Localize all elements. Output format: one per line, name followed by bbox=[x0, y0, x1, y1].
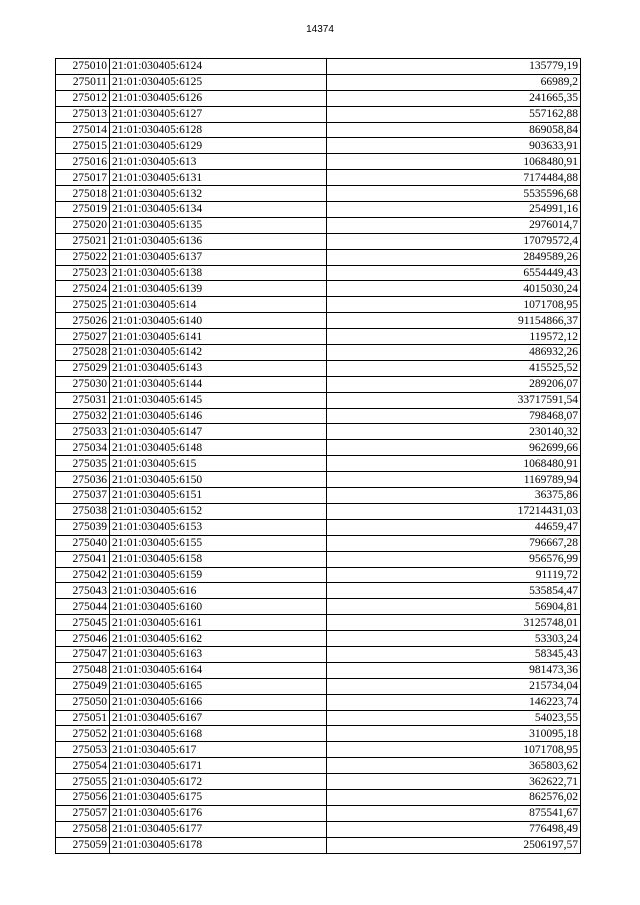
cadastral-value-cell: 956576,99 bbox=[327, 551, 581, 567]
cadastral-number-cell: 21:01:030405:6125 bbox=[110, 74, 327, 90]
table-row bbox=[56, 170, 581, 186]
row-number-cell: 275059 bbox=[56, 837, 110, 853]
cadastral-number-cell: 21:01:030405:6150 bbox=[110, 472, 327, 488]
row-number-cell: 275023 bbox=[56, 265, 110, 281]
table-row bbox=[56, 313, 581, 329]
row-number-cell: 275020 bbox=[56, 217, 110, 233]
cadastral-value-cell: 1169789,94 bbox=[327, 472, 581, 488]
cadastral-value-cell: 310095,18 bbox=[327, 726, 581, 742]
table-body bbox=[56, 59, 581, 854]
cadastral-value-cell: 2976014,7 bbox=[327, 217, 581, 233]
cadastral-number-cell: 21:01:030405:6153 bbox=[110, 519, 327, 535]
table-row bbox=[56, 74, 581, 90]
cadastral-number-cell: 21:01:030405:6143 bbox=[110, 360, 327, 376]
table-row bbox=[56, 440, 581, 456]
cadastral-number-cell: 21:01:030405:6147 bbox=[110, 424, 327, 440]
table-row bbox=[56, 281, 581, 297]
table-row bbox=[56, 472, 581, 488]
cadastral-number-cell: 21:01:030405:614 bbox=[110, 297, 327, 313]
row-number-cell: 275021 bbox=[56, 233, 110, 249]
table-row bbox=[56, 456, 581, 472]
cadastral-number-cell: 21:01:030405:6124 bbox=[110, 59, 327, 75]
row-number-cell: 275029 bbox=[56, 360, 110, 376]
row-number-cell: 275048 bbox=[56, 662, 110, 678]
cadastral-number-cell: 21:01:030405:6152 bbox=[110, 503, 327, 519]
cadastral-number-cell: 21:01:030405:6135 bbox=[110, 217, 327, 233]
table-row bbox=[56, 726, 581, 742]
row-number-cell: 275015 bbox=[56, 138, 110, 154]
row-number-cell: 275042 bbox=[56, 567, 110, 583]
row-number-cell: 275022 bbox=[56, 249, 110, 265]
row-number-cell: 275046 bbox=[56, 631, 110, 647]
cadastral-number-cell: 21:01:030405:6129 bbox=[110, 138, 327, 154]
cadastral-value-cell: 230140,32 bbox=[327, 424, 581, 440]
table-row bbox=[56, 774, 581, 790]
row-number-cell: 275043 bbox=[56, 583, 110, 599]
table-row bbox=[56, 710, 581, 726]
row-number-cell: 275055 bbox=[56, 774, 110, 790]
row-number-cell: 275026 bbox=[56, 313, 110, 329]
table-row bbox=[56, 837, 581, 853]
cadastral-number-cell: 21:01:030405:6136 bbox=[110, 233, 327, 249]
cadastral-number-cell: 21:01:030405:615 bbox=[110, 456, 327, 472]
table-row bbox=[56, 821, 581, 837]
table-row bbox=[56, 424, 581, 440]
row-number-cell: 275038 bbox=[56, 503, 110, 519]
row-number-cell: 275016 bbox=[56, 154, 110, 170]
cadastral-number-cell: 21:01:030405:6178 bbox=[110, 837, 327, 853]
cadastral-number-cell: 21:01:030405:6137 bbox=[110, 249, 327, 265]
table-row bbox=[56, 90, 581, 106]
cadastral-value-table bbox=[55, 58, 581, 854]
table-row bbox=[56, 758, 581, 774]
cadastral-value-cell: 6554449,43 bbox=[327, 265, 581, 281]
cadastral-value-cell: 135779,19 bbox=[327, 59, 581, 75]
cadastral-value-cell: 365803,62 bbox=[327, 758, 581, 774]
row-number-cell: 275040 bbox=[56, 535, 110, 551]
table-row bbox=[56, 360, 581, 376]
cadastral-number-cell: 21:01:030405:6171 bbox=[110, 758, 327, 774]
cadastral-value-cell: 44659,47 bbox=[327, 519, 581, 535]
cadastral-number-cell: 21:01:030405:6132 bbox=[110, 186, 327, 202]
cadastral-number-cell: 21:01:030405:6148 bbox=[110, 440, 327, 456]
cadastral-number-cell: 21:01:030405:6159 bbox=[110, 567, 327, 583]
row-number-cell: 275014 bbox=[56, 122, 110, 138]
row-number-cell: 275056 bbox=[56, 789, 110, 805]
table-row bbox=[56, 503, 581, 519]
table-row bbox=[56, 392, 581, 408]
cadastral-number-cell: 21:01:030405:6168 bbox=[110, 726, 327, 742]
cadastral-value-cell: 241665,35 bbox=[327, 90, 581, 106]
cadastral-number-cell: 21:01:030405:6164 bbox=[110, 662, 327, 678]
cadastral-number-cell: 21:01:030405:6155 bbox=[110, 535, 327, 551]
table-row bbox=[56, 59, 581, 75]
cadastral-value-cell: 486932,26 bbox=[327, 345, 581, 361]
cadastral-number-cell: 21:01:030405:6140 bbox=[110, 313, 327, 329]
cadastral-value-cell: 56904,81 bbox=[327, 599, 581, 615]
cadastral-value-cell: 798468,07 bbox=[327, 408, 581, 424]
row-number-cell: 275039 bbox=[56, 519, 110, 535]
table-row bbox=[56, 217, 581, 233]
cadastral-value-cell: 54023,55 bbox=[327, 710, 581, 726]
cadastral-number-cell: 21:01:030405:6162 bbox=[110, 631, 327, 647]
row-number-cell: 275047 bbox=[56, 646, 110, 662]
cadastral-value-cell: 66989,2 bbox=[327, 74, 581, 90]
cadastral-value-cell: 58345,43 bbox=[327, 646, 581, 662]
cadastral-number-cell: 21:01:030405:6139 bbox=[110, 281, 327, 297]
table-row bbox=[56, 154, 581, 170]
cadastral-number-cell: 21:01:030405:6172 bbox=[110, 774, 327, 790]
table-row bbox=[56, 408, 581, 424]
table-row bbox=[56, 631, 581, 647]
row-number-cell: 275041 bbox=[56, 551, 110, 567]
cadastral-value-cell: 557162,88 bbox=[327, 106, 581, 122]
cadastral-number-cell: 21:01:030405:6166 bbox=[110, 694, 327, 710]
cadastral-value-cell: 1068480,91 bbox=[327, 456, 581, 472]
row-number-cell: 275057 bbox=[56, 805, 110, 821]
cadastral-value-cell: 903633,91 bbox=[327, 138, 581, 154]
row-number-cell: 275028 bbox=[56, 345, 110, 361]
row-number-cell: 275049 bbox=[56, 678, 110, 694]
table-row bbox=[56, 122, 581, 138]
table-row bbox=[56, 249, 581, 265]
cadastral-number-cell: 21:01:030405:6145 bbox=[110, 392, 327, 408]
row-number-cell: 275036 bbox=[56, 472, 110, 488]
cadastral-number-cell: 21:01:030405:6142 bbox=[110, 345, 327, 361]
row-number-cell: 275010 bbox=[56, 59, 110, 75]
row-number-cell: 275058 bbox=[56, 821, 110, 837]
row-number-cell: 275032 bbox=[56, 408, 110, 424]
table-row bbox=[56, 329, 581, 345]
row-number-cell: 275013 bbox=[56, 106, 110, 122]
cadastral-number-cell: 21:01:030405:6134 bbox=[110, 202, 327, 218]
cadastral-number-cell: 21:01:030405:616 bbox=[110, 583, 327, 599]
row-number-cell: 275031 bbox=[56, 392, 110, 408]
row-number-cell: 275030 bbox=[56, 376, 110, 392]
cadastral-value-cell: 2506197,57 bbox=[327, 837, 581, 853]
table-row bbox=[56, 535, 581, 551]
cadastral-number-cell: 21:01:030405:613 bbox=[110, 154, 327, 170]
cadastral-number-cell: 21:01:030405:6158 bbox=[110, 551, 327, 567]
row-number-cell: 275025 bbox=[56, 297, 110, 313]
row-number-cell: 275035 bbox=[56, 456, 110, 472]
cadastral-number-cell: 21:01:030405:6151 bbox=[110, 488, 327, 504]
table-row bbox=[56, 615, 581, 631]
table-row bbox=[56, 345, 581, 361]
cadastral-number-cell: 21:01:030405:6131 bbox=[110, 170, 327, 186]
cadastral-value-cell: 875541,67 bbox=[327, 805, 581, 821]
table-row bbox=[56, 138, 581, 154]
cadastral-number-cell: 21:01:030405:6141 bbox=[110, 329, 327, 345]
table-row bbox=[56, 297, 581, 313]
table-row bbox=[56, 599, 581, 615]
row-number-cell: 275018 bbox=[56, 186, 110, 202]
cadastral-number-cell: 21:01:030405:6160 bbox=[110, 599, 327, 615]
row-number-cell: 275027 bbox=[56, 329, 110, 345]
table-row bbox=[56, 742, 581, 758]
cadastral-value-cell: 33717591,54 bbox=[327, 392, 581, 408]
cadastral-number-cell: 21:01:030405:6167 bbox=[110, 710, 327, 726]
row-number-cell: 275045 bbox=[56, 615, 110, 631]
cadastral-value-cell: 289206,07 bbox=[327, 376, 581, 392]
cadastral-number-cell: 21:01:030405:6177 bbox=[110, 821, 327, 837]
table-row bbox=[56, 567, 581, 583]
row-number-cell: 275051 bbox=[56, 710, 110, 726]
cadastral-number-cell: 21:01:030405:6163 bbox=[110, 646, 327, 662]
row-number-cell: 275037 bbox=[56, 488, 110, 504]
cadastral-value-cell: 776498,49 bbox=[327, 821, 581, 837]
cadastral-value-cell: 535854,47 bbox=[327, 583, 581, 599]
cadastral-number-cell: 21:01:030405:6161 bbox=[110, 615, 327, 631]
cadastral-value-cell: 5535596,68 bbox=[327, 186, 581, 202]
row-number-cell: 275034 bbox=[56, 440, 110, 456]
cadastral-value-cell: 796667,28 bbox=[327, 535, 581, 551]
cadastral-value-cell: 7174484,88 bbox=[327, 170, 581, 186]
cadastral-value-cell: 362622,71 bbox=[327, 774, 581, 790]
cadastral-value-cell: 962699,66 bbox=[327, 440, 581, 456]
table-row bbox=[56, 233, 581, 249]
page-number: 14374 bbox=[306, 24, 334, 35]
row-number-cell: 275024 bbox=[56, 281, 110, 297]
row-number-cell: 275033 bbox=[56, 424, 110, 440]
cadastral-value-cell: 91119,72 bbox=[327, 567, 581, 583]
row-number-cell: 275012 bbox=[56, 90, 110, 106]
cadastral-value-cell: 91154866,37 bbox=[327, 313, 581, 329]
cadastral-value-cell: 215734,04 bbox=[327, 678, 581, 694]
cadastral-value-cell: 1071708,95 bbox=[327, 297, 581, 313]
table-row bbox=[56, 694, 581, 710]
cadastral-value-cell: 3125748,01 bbox=[327, 615, 581, 631]
cadastral-number-cell: 21:01:030405:6176 bbox=[110, 805, 327, 821]
cadastral-value-cell: 4015030,24 bbox=[327, 281, 581, 297]
table-row bbox=[56, 202, 581, 218]
table-row bbox=[56, 551, 581, 567]
cadastral-number-cell: 21:01:030405:6165 bbox=[110, 678, 327, 694]
cadastral-number-cell: 21:01:030405:6128 bbox=[110, 122, 327, 138]
table-row bbox=[56, 376, 581, 392]
cadastral-number-cell: 21:01:030405:6138 bbox=[110, 265, 327, 281]
cadastral-value-cell: 1068480,91 bbox=[327, 154, 581, 170]
cadastral-value-cell: 869058,84 bbox=[327, 122, 581, 138]
row-number-cell: 275017 bbox=[56, 170, 110, 186]
cadastral-value-cell: 415525,52 bbox=[327, 360, 581, 376]
table-row bbox=[56, 519, 581, 535]
cadastral-value-cell: 254991,16 bbox=[327, 202, 581, 218]
row-number-cell: 275019 bbox=[56, 202, 110, 218]
table-row bbox=[56, 789, 581, 805]
row-number-cell: 275054 bbox=[56, 758, 110, 774]
table-row bbox=[56, 488, 581, 504]
row-number-cell: 275050 bbox=[56, 694, 110, 710]
cadastral-value-cell: 119572,12 bbox=[327, 329, 581, 345]
table-row bbox=[56, 678, 581, 694]
cadastral-value-cell: 1071708,95 bbox=[327, 742, 581, 758]
cadastral-number-cell: 21:01:030405:6144 bbox=[110, 376, 327, 392]
cadastral-number-cell: 21:01:030405:617 bbox=[110, 742, 327, 758]
row-number-cell: 275044 bbox=[56, 599, 110, 615]
row-number-cell: 275052 bbox=[56, 726, 110, 742]
cadastral-value-cell: 17214431,03 bbox=[327, 503, 581, 519]
cadastral-value-cell: 981473,36 bbox=[327, 662, 581, 678]
cadastral-number-cell: 21:01:030405:6146 bbox=[110, 408, 327, 424]
cadastral-number-cell: 21:01:030405:6175 bbox=[110, 789, 327, 805]
cadastral-value-cell: 53303,24 bbox=[327, 631, 581, 647]
table-row bbox=[56, 583, 581, 599]
table-row bbox=[56, 805, 581, 821]
cadastral-value-cell: 17079572,4 bbox=[327, 233, 581, 249]
table-row bbox=[56, 646, 581, 662]
cadastral-value-cell: 146223,74 bbox=[327, 694, 581, 710]
row-number-cell: 275011 bbox=[56, 74, 110, 90]
table-row bbox=[56, 186, 581, 202]
table-row bbox=[56, 662, 581, 678]
cadastral-value-cell: 862576,02 bbox=[327, 789, 581, 805]
row-number-cell: 275053 bbox=[56, 742, 110, 758]
cadastral-number-cell: 21:01:030405:6126 bbox=[110, 90, 327, 106]
cadastral-number-cell: 21:01:030405:6127 bbox=[110, 106, 327, 122]
table-row bbox=[56, 265, 581, 281]
cadastral-value-cell: 36375,86 bbox=[327, 488, 581, 504]
cadastral-value-cell: 2849589,26 bbox=[327, 249, 581, 265]
table-row bbox=[56, 106, 581, 122]
